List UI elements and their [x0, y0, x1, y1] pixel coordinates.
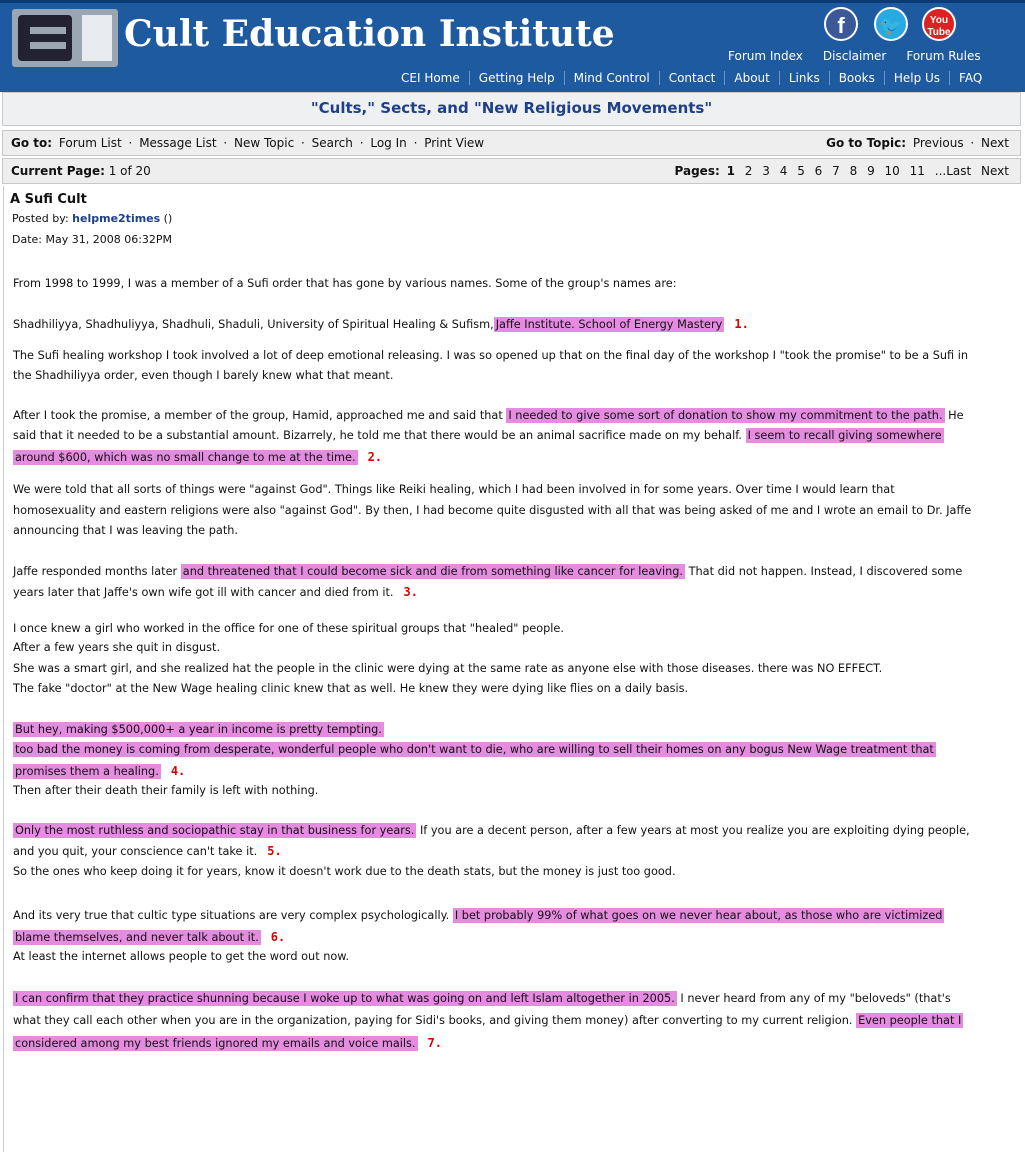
post-text-line	[13, 407, 964, 425]
text-segment: and you quit, your conscience can't take it.	[13, 845, 258, 858]
post-text-line	[13, 1012, 963, 1030]
cei-logo[interactable]	[12, 9, 118, 67]
nav-about[interactable]: About	[725, 71, 779, 85]
text-segment: said that it needed to be a substantial amount. Bizarrely, he told me that there would be an animal sacrifice made on my behalf.	[13, 429, 742, 442]
post-text-line: homosexuality and eastern religions were also "against God". By then, I had become quite disgusted with all that was being asked of me and I wrote an email to Dr. Jaffe	[13, 504, 972, 517]
top-links	[718, 49, 991, 63]
nav-contact[interactable]: Contact	[660, 71, 726, 85]
disclaimer-link[interactable]: Disclaimer	[822, 49, 887, 63]
page-link[interactable]: 11	[909, 164, 925, 178]
page-link[interactable]: 5	[797, 164, 805, 178]
highlighted-text: too bad the money is coming from desperate, wonderful people who don't want to die, who are willing to sell their homes on any bogus New Wage treatment that	[15, 743, 934, 756]
post-text-line: We were told that all sorts of things were "against God". Things like Reiki healing, which I had been involved in for some years. Over time I would learn that	[13, 483, 895, 496]
text-segment: Shadhiliyya, Shadhuliyya, Shadhuli, Shaduli, University of Spiritual Healing & Sufism,	[13, 318, 494, 331]
page-link[interactable]: 7	[832, 164, 840, 178]
current-page-label: Current Page:	[11, 164, 105, 178]
annotation-number: 4.	[170, 764, 186, 778]
page-link[interactable]: 6	[814, 164, 823, 178]
forum-post	[3, 186, 1020, 1152]
page-link-current: 1	[726, 164, 735, 178]
goto-label: Go to:	[11, 136, 53, 150]
nav-getting-help[interactable]: Getting Help	[470, 71, 565, 85]
post-text-line	[13, 842, 282, 861]
goto-topic-label: Go to Topic:	[826, 136, 907, 150]
post-text-line	[13, 907, 944, 925]
post-text-line: She was a smart girl, and she realized hat the people in the clinic were dying at the same rate as anyone else with those diseases. there was NO EFFECT.	[13, 662, 883, 675]
pages-label: Pages:	[674, 164, 720, 178]
page-link[interactable]: 8	[849, 164, 858, 178]
highlighted-text: I can confirm that they practice shunning because I woke up to what was going on and left Islam altogether in 2005.	[15, 992, 675, 1005]
text-segment: Jaffe responded months later	[13, 565, 178, 578]
pagination	[675, 159, 1012, 183]
forum-list-link[interactable]: Forum List	[58, 136, 122, 150]
annotation-number: 5.	[267, 844, 282, 858]
nav-books[interactable]: Books	[830, 71, 885, 85]
forum-rules-link[interactable]: Forum Rules	[906, 49, 981, 63]
goto-bar: Go to: Forum List · Message List · New Topic · Search · Log In · Print View Go to Topic: Previous · Next	[2, 130, 1021, 156]
highlighted-text: I seem to recall giving somewhere	[747, 429, 942, 442]
current-page-value: 1 of 20	[108, 164, 151, 178]
goto-topic: Go to Topic: Previous · Next	[826, 136, 1009, 150]
post-text-line	[13, 928, 285, 947]
post-title: A Sufi Cult	[10, 192, 87, 207]
site-title[interactable]: Cult Education Institute	[124, 13, 615, 55]
new-topic-link[interactable]: New Topic	[234, 136, 295, 150]
post-text-line: I once knew a girl who worked in the office for one of these spiritual groups that "healed" people.	[13, 622, 564, 635]
post-text-line: So the ones who keep doing it for years, know it doesn't work due to the death stats, but the money is just too good.	[13, 865, 676, 878]
highlighted-text: considered among my best friends ignored my emails and voice mails.	[15, 1037, 416, 1050]
highlighted-text: Jaffe Institute. School of Energy Mastery	[495, 318, 723, 331]
next-topic-link[interactable]: Next	[981, 136, 1009, 150]
highlighted-text: and threatened that I could become sick and die from something like cancer for leaving.	[182, 565, 684, 578]
annotation-number: 7.	[427, 1036, 442, 1050]
post-text-line	[13, 427, 944, 445]
forum-index-link[interactable]: Forum Index	[728, 49, 803, 63]
annotation-number: 6.	[270, 930, 286, 944]
text-segment: If you are a decent person, after a few years at most you realize you are exploiting dying people,	[419, 824, 970, 837]
post-text-line	[13, 583, 418, 602]
post-text-line	[13, 822, 970, 840]
last-page-link[interactable]: ...Last	[934, 164, 972, 178]
author-suffix: ()	[160, 212, 173, 225]
nav-mind-control[interactable]: Mind Control	[565, 71, 660, 85]
post-text-line	[13, 990, 951, 1008]
main-nav	[392, 71, 991, 85]
highlighted-text: blame themselves, and never talk about it.	[15, 931, 259, 944]
text-segment: what they call each other when you are in the organization, paying for Sidi's books, and giving them money) after converting to my current religion.	[13, 1014, 853, 1027]
twitter-icon[interactable]: 🐦	[874, 7, 908, 41]
nav-cei-home[interactable]: CEI Home	[392, 71, 470, 85]
forum-banner[interactable]: "Cults," Sects, and "New Religious Movements"	[2, 92, 1021, 126]
post-text-line	[13, 762, 185, 781]
text-segment: And its very true that cultic type situations are very complex psychologically.	[13, 909, 450, 922]
highlighted-text: I needed to give some sort of donation to show my commitment to the path.	[508, 409, 943, 422]
print-view-link[interactable]: Print View	[424, 136, 485, 150]
post-text-line	[13, 721, 384, 739]
facebook-icon[interactable]: f	[824, 7, 858, 41]
post-text-line	[13, 741, 936, 759]
post-text-line: From 1998 to 1999, I was a member of a Sufi order that has gone by various names. Some of the group's names are:	[13, 277, 677, 290]
page-link[interactable]: 3	[762, 164, 770, 178]
post-text-line: announcing that I was leaving the path.	[13, 524, 238, 537]
previous-topic-link[interactable]: Previous	[912, 136, 964, 150]
posted-by-label: Posted by:	[12, 212, 69, 225]
post-text-line: The fake "doctor" at the New Wage healing clinic knew that as well. He knew they were dying like flies on a daily basis.	[13, 682, 689, 695]
post-text-line: The Sufi healing workshop I took involved a lot of deep emotional releasing. I was so opened up that on the final day of the workshop I "took the promise" to be a Sufi in	[13, 349, 969, 362]
post-text-line	[13, 563, 962, 581]
post-author-line	[12, 212, 172, 225]
page-link[interactable]: 2	[744, 164, 753, 178]
highlighted-text: I bet probably 99% of what goes on we never hear about, as those who are victimized	[454, 909, 943, 922]
highlighted-text: Only the most ruthless and sociopathic stay in that business for years.	[15, 824, 415, 837]
nav-faq[interactable]: FAQ	[959, 71, 983, 85]
log-in-link[interactable]: Log In	[370, 136, 407, 150]
site-header	[0, 0, 1025, 92]
text-segment: He	[948, 409, 964, 422]
message-list-link[interactable]: Message List	[139, 136, 217, 150]
nav-help-us[interactable]: Help Us	[885, 71, 950, 85]
page-link[interactable]: 9	[867, 164, 875, 178]
post-text-line	[13, 448, 382, 467]
next-page-link[interactable]: Next	[981, 164, 1009, 178]
page-link[interactable]: 4	[779, 164, 788, 178]
post-text-line: the Shadhiliyya order, even though I barely knew what that meant.	[13, 369, 394, 382]
search-link[interactable]: Search	[311, 136, 353, 150]
page-bar	[2, 158, 1021, 184]
youtube-icon[interactable]: You Tube	[922, 7, 956, 41]
post-text-line	[13, 1034, 442, 1053]
post-date: Date: May 31, 2008 06:32PM	[12, 233, 173, 246]
highlighted-text: promises them a healing.	[15, 765, 159, 778]
post-text-line: After a few years she quit in disgust.	[13, 641, 221, 654]
highlighted-text: But hey, making $500,000+ a year in income is pretty tempting.	[15, 723, 382, 736]
post-text-line: Then after their death their family is left with nothing.	[13, 784, 319, 797]
annotation-number: 1.	[734, 317, 749, 331]
post-text-line	[13, 315, 749, 334]
post-text-line: At least the internet allows people to get the word out now.	[13, 950, 350, 963]
nav-links[interactable]: Links	[780, 71, 830, 85]
text-segment: years later that Jaffe's own wife got ill with cancer and died from it.	[13, 586, 394, 599]
annotation-number: 2.	[367, 450, 383, 464]
annotation-number: 3.	[403, 585, 418, 599]
text-segment: I never heard from any of my "beloveds" (that's	[680, 992, 951, 1005]
author-link[interactable]: helpme2times	[72, 212, 161, 225]
text-segment: That did not happen. Instead, I discovered some	[688, 565, 963, 578]
highlighted-text: around $600, which was no small change to me at the time.	[15, 451, 356, 464]
highlighted-text: Even people that I	[858, 1014, 962, 1027]
text-segment: After I took the promise, a member of the group, Hamid, approached me and said that	[13, 409, 503, 422]
page-link[interactable]: 10	[884, 164, 900, 178]
